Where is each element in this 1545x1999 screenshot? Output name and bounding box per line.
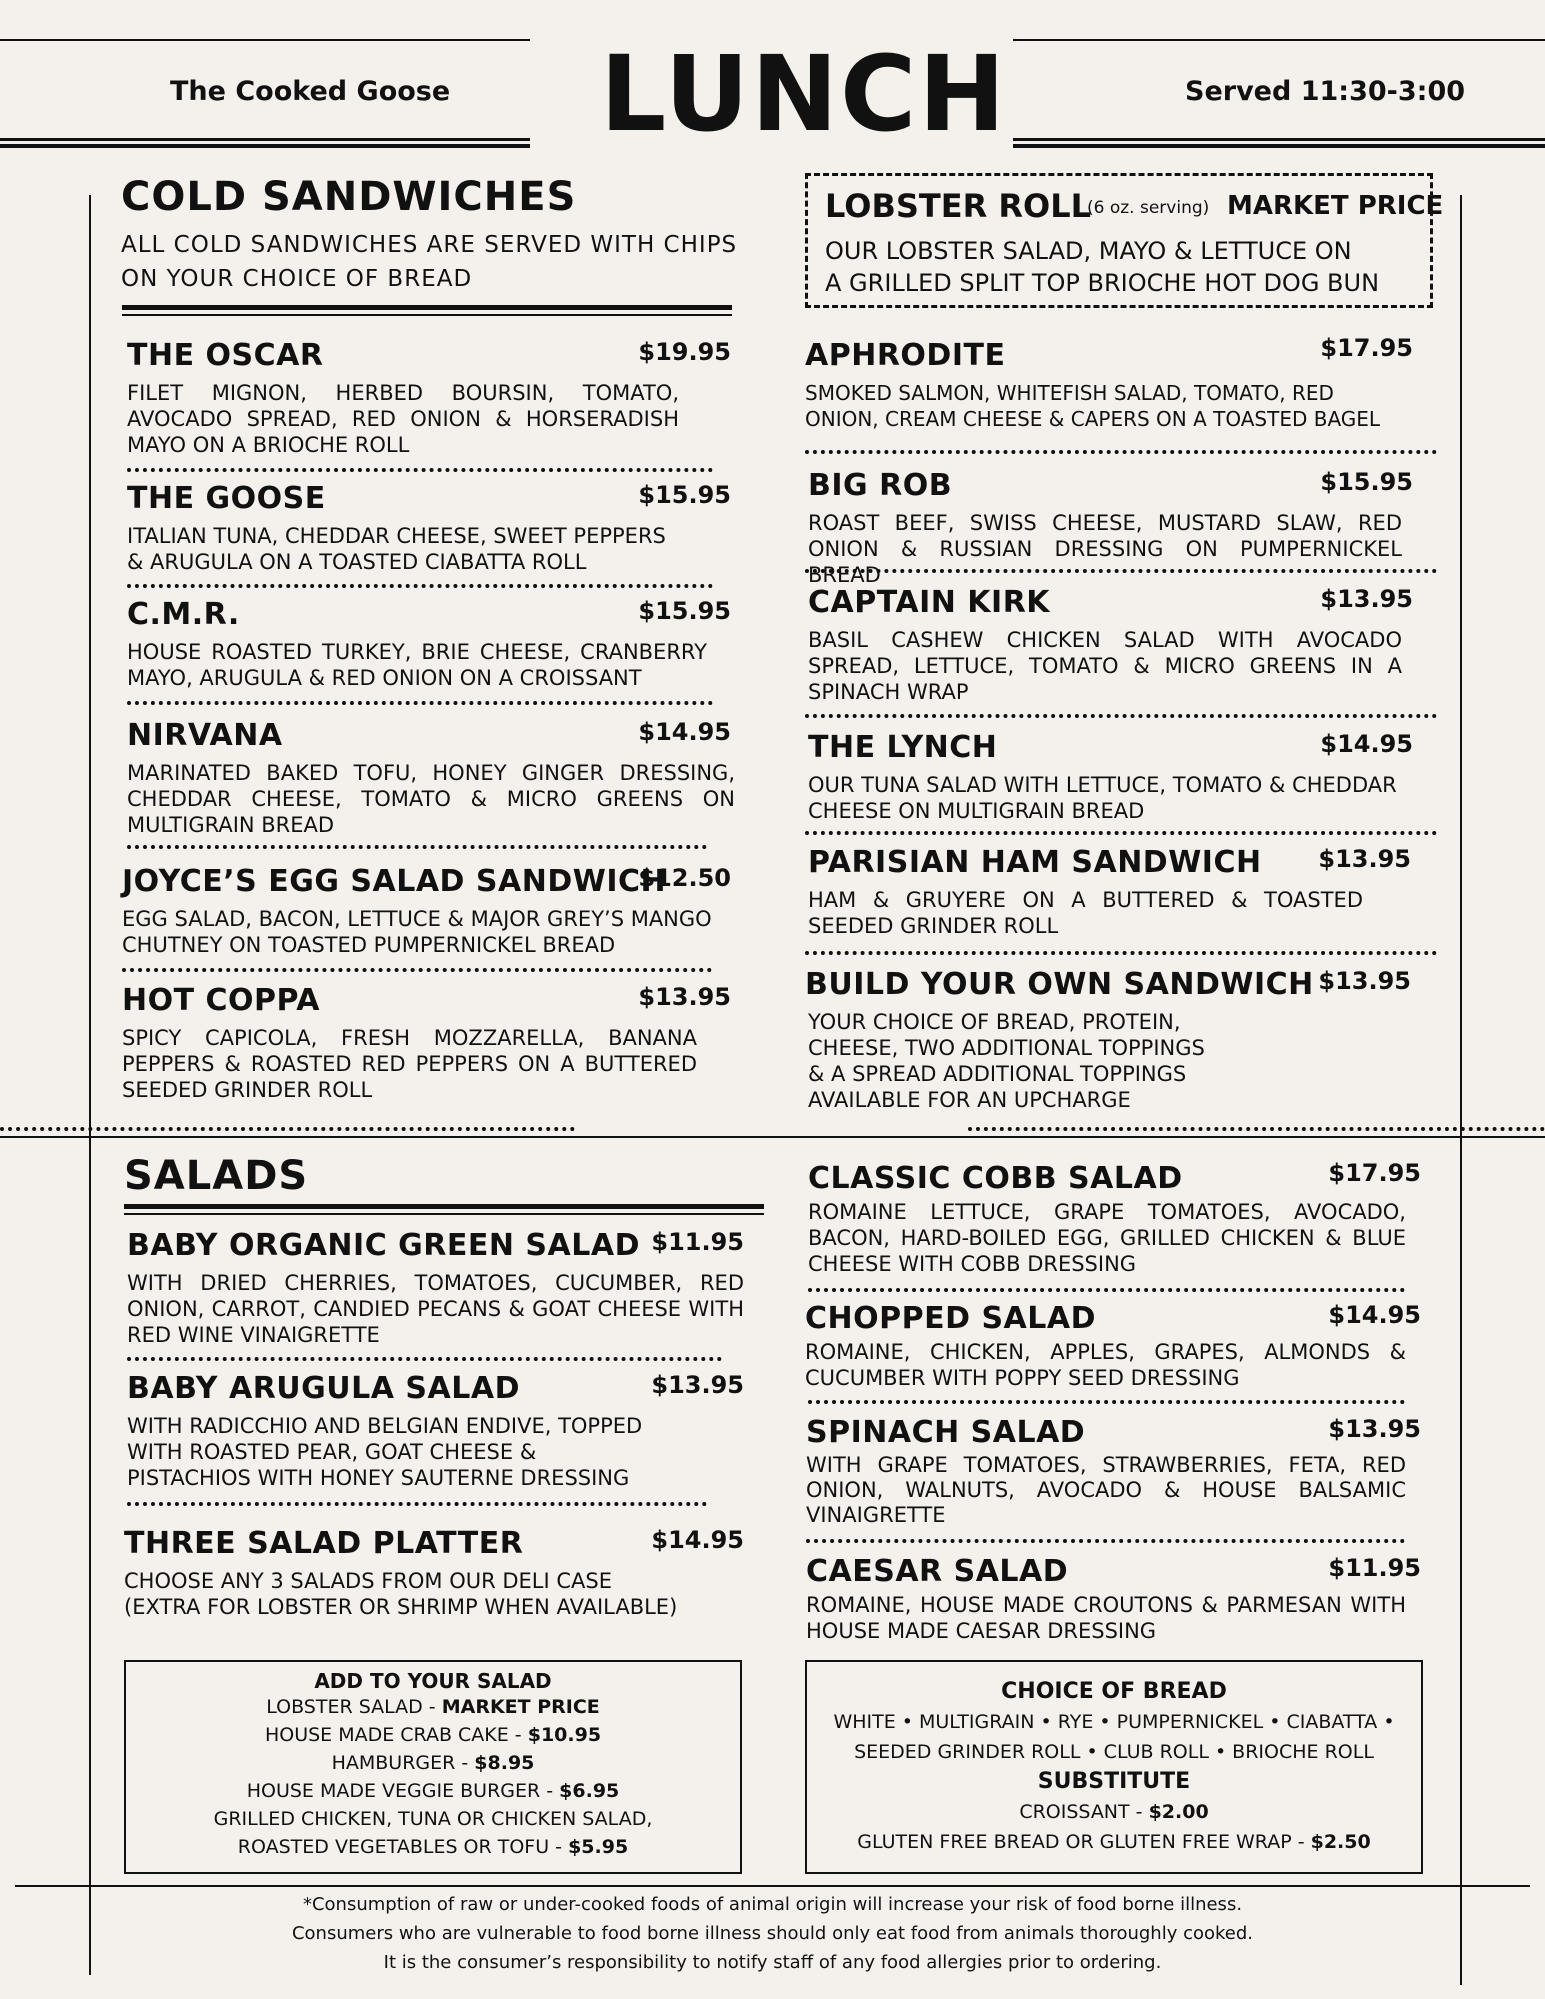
item-price: $13.95 <box>1318 967 1411 995</box>
item-name: THE GOOSE <box>127 481 326 516</box>
item-description: SPICY CAPICOLA, FRESH MOZZARELLA, BANANA PEPPERS & ROASTED RED PEPPERS ON A BUTTERED SEEDED GRINDER ROLL <box>122 1026 697 1102</box>
lobster-roll-price: MARKET PRICE <box>1227 191 1444 221</box>
item-description: HAM & GRUYERE ON A BUTTERED & TOASTED SEEDED GRINDER ROLL <box>808 888 1363 938</box>
item-price: $13.95 <box>1318 845 1411 873</box>
item-description: CHOOSE ANY 3 SALADS FROM OUR DELI CASE (EXTRA FOR LOBSTER OR SHRIMP WHEN AVAILABLE) <box>124 1569 678 1619</box>
disclaimer-line-1: *Consumption of raw or under-cooked foods of animal origin will increase your risk of food borne illness. <box>302 1894 1243 1915</box>
header-rule-right-top <box>1013 39 1545 41</box>
add-on-line: HOUSE MADE VEGGIE BURGER - $6.95 <box>246 1780 620 1802</box>
item-price: $14.95 <box>1320 730 1413 758</box>
serving-hours: Served 11:30-3:00 <box>1185 76 1466 107</box>
food-safety-disclaimer <box>0 1890 1545 1977</box>
item-divider <box>808 1288 1405 1292</box>
item-description: SMOKED SALMON, WHITEFISH SALAD, TOMATO, RED ONION, CREAM CHEESE & CAPERS ON A TOASTED BAGEL <box>805 381 1381 431</box>
header-rule-left-top <box>0 39 530 41</box>
item-name: C.M.R. <box>127 597 240 632</box>
item-name: BABY ARUGULA SALAD <box>127 1371 520 1406</box>
item-price: $17.95 <box>1320 334 1413 362</box>
item-name: BIG ROB <box>808 468 953 503</box>
header-rule-left-bottom <box>0 138 530 141</box>
page-title: LUNCH <box>600 33 1008 155</box>
lobster-roll-serving: (6 oz. serving) <box>1087 198 1210 218</box>
add-on-line: HOUSE MADE CRAB CAKE - $10.95 <box>264 1724 602 1746</box>
item-price: $15.95 <box>638 481 731 509</box>
item-divider <box>805 831 1437 835</box>
bread-title: CHOICE OF BREAD <box>1001 1679 1227 1704</box>
item-description: OUR TUNA SALAD WITH LETTUCE, TOMATO & CHEDDAR CHEESE ON MULTIGRAIN BREAD <box>808 773 1397 823</box>
item-name: CAESAR SALAD <box>806 1554 1069 1589</box>
item-price: $11.95 <box>1328 1554 1421 1582</box>
cold-sandwiches-rule-thin <box>122 314 732 316</box>
item-price: $14.95 <box>638 718 731 746</box>
item-name: NIRVANA <box>127 718 283 753</box>
item-divider <box>127 1502 707 1506</box>
item-price: $19.95 <box>638 338 731 366</box>
item-description: ROMAINE LETTUCE, GRAPE TOMATOES, AVOCADO, BACON, HARD-BOILED EGG, GRILLED CHICKEN & BLUE CHEESE WITH COBB DRESSING <box>808 1200 1406 1276</box>
header-rule-left-bottom-thick <box>0 144 530 148</box>
item-name: THE OSCAR <box>127 338 324 373</box>
item-name: PARISIAN HAM SANDWICH <box>808 845 1262 880</box>
lobster-roll-description <box>825 235 1425 299</box>
add-on-line: HAMBURGER - $8.95 <box>331 1752 535 1774</box>
substitute-title: SUBSTITUTE <box>1037 1769 1191 1794</box>
item-name: CAPTAIN KIRK <box>808 585 1051 620</box>
item-description: EGG SALAD, BACON, LETTUCE & MAJOR GREY’S MANGO CHUTNEY ON TOASTED PUMPERNICKEL BREAD <box>122 907 712 957</box>
item-description: BASIL CASHEW CHICKEN SALAD WITH AVOCADO SPREAD, LETTUCE, TOMATO & MICRO GREENS IN A SPINACH WRAP <box>808 628 1402 704</box>
item-name: APHRODITE <box>805 338 1006 373</box>
cold-sandwiches-title: COLD SANDWICHES <box>121 174 577 220</box>
item-name: THE LYNCH <box>808 730 998 765</box>
item-name: CLASSIC COBB SALAD <box>808 1161 1183 1196</box>
item-description: WITH GRAPE TOMATOES, STRAWBERRIES, FETA, RED ONION, WALNUTS, AVOCADO & HOUSE BALSAMIC VINAIGRETTE <box>806 1453 1406 1527</box>
disclaimer-line-3: It is the consumer’s responsibility to notify staff of any food allergies prior to ordering. <box>383 1952 1162 1973</box>
substitute-line: GLUTEN FREE BREAD OR GLUTEN FREE WRAP - $2.50 <box>857 1831 1371 1853</box>
disclaimer-line-2: Consumers who are vulnerable to food borne illness should only eat food from animals thoroughly cooked. <box>291 1923 1254 1944</box>
header-rule-right-bottom-thick <box>1013 144 1545 148</box>
add-on-line: GRILLED CHICKEN, TUNA OR CHICKEN SALAD, <box>213 1808 653 1830</box>
cold-sandwiches-subtitle <box>121 228 737 296</box>
add-on-line: LOBSTER SALAD - MARKET PRICE <box>266 1696 600 1718</box>
right-frame-line <box>1460 195 1462 1985</box>
cold-sandwiches-rule <box>122 305 732 310</box>
item-description: WITH DRIED CHERRIES, TOMATOES, CUCUMBER, RED ONION, CARROT, CANDIED PECANS & GOAT CHEESE WITH RED WINE VINAIGRETTE <box>127 1271 744 1347</box>
item-description: FILET MIGNON, HERBED BOURSIN, TOMATO, AVOCADO SPREAD, RED ONION & HORSERADISH MAYO ON A BRIOCHE ROLL <box>127 381 679 457</box>
salads-rule <box>124 1204 764 1209</box>
bread-options-line-2: SEEDED GRINDER ROLL • CLUB ROLL • BRIOCHE ROLL <box>854 1741 1374 1763</box>
item-divider <box>806 1539 1405 1543</box>
item-description: ITALIAN TUNA, CHEDDAR CHEESE, SWEET PEPPERS & ARUGULA ON A TOASTED CIABATTA ROLL <box>127 524 666 574</box>
add-on-line: ROASTED VEGETABLES OR TOFU - $5.95 <box>237 1836 629 1858</box>
section-divider-line <box>0 1136 1545 1138</box>
bread-options-line-1: WHITE • MULTIGRAIN • RYE • PUMPERNICKEL • CIABATTA • <box>833 1711 1395 1733</box>
item-name: CHOPPED SALAD <box>805 1301 1097 1336</box>
item-price: $13.95 <box>638 983 731 1011</box>
item-divider <box>127 584 713 588</box>
item-price: $13.95 <box>651 1371 744 1399</box>
item-divider <box>805 951 1437 955</box>
lobster-roll-description-line-2: A GRILLED SPLIT TOP BRIOCHE HOT DOG BUN <box>825 269 1380 297</box>
restaurant-name: The Cooked Goose <box>170 76 451 107</box>
choice-of-bread-box <box>805 1660 1423 1874</box>
item-description: MARINATED BAKED TOFU, HONEY GINGER DRESSING, CHEDDAR CHEESE, TOMATO & MICRO GREENS ON MULTIGRAIN BREAD <box>127 761 735 837</box>
item-description: ROMAINE, HOUSE MADE CROUTONS & PARMESAN WITH HOUSE MADE CAESAR DRESSING <box>806 1593 1406 1643</box>
item-divider <box>805 569 1437 573</box>
item-name: THREE SALAD PLATTER <box>124 1526 524 1561</box>
item-name: SPINACH SALAD <box>806 1415 1086 1450</box>
add-to-salad-box <box>124 1660 742 1874</box>
item-name: BABY ORGANIC GREEN SALAD <box>127 1228 640 1263</box>
item-divider <box>805 450 1437 454</box>
item-divider <box>127 1357 722 1361</box>
item-price: $14.95 <box>651 1526 744 1554</box>
item-description: YOUR CHOICE OF BREAD, PROTEIN, CHEESE, TWO ADDITIONAL TOPPINGS & A SPREAD ADDITIONAL TOPPINGS AVAILABLE FOR AN UPCHARGE <box>808 1010 1205 1112</box>
section-divider-dotted-left <box>0 1127 575 1131</box>
item-price: $15.95 <box>1320 468 1413 496</box>
add-to-salad-title: ADD TO YOUR SALAD <box>314 1669 552 1693</box>
item-name: HOT COPPA <box>122 983 320 1018</box>
item-divider <box>127 701 713 705</box>
item-price: $14.95 <box>1328 1301 1421 1329</box>
item-price: $15.95 <box>638 597 731 625</box>
item-name: BUILD YOUR OWN SANDWICH <box>805 967 1314 1002</box>
left-frame-line <box>89 195 91 1975</box>
item-divider <box>127 468 713 472</box>
footer-divider-line <box>15 1885 1530 1887</box>
header-rule-right-bottom <box>1013 138 1545 141</box>
salads-title: SALADS <box>124 1153 309 1199</box>
item-divider <box>127 845 707 849</box>
item-description: ROMAINE, CHICKEN, APPLES, GRAPES, ALMONDS & CUCUMBER WITH POPPY SEED DRESSING <box>805 1340 1406 1390</box>
item-divider <box>808 1400 1405 1404</box>
item-description: ROAST BEEF, SWISS CHEESE, MUSTARD SLAW, RED ONION & RUSSIAN DRESSING ON PUMPERNICKEL BREAD <box>808 511 1402 587</box>
section-divider-dotted-right <box>968 1127 1545 1131</box>
item-divider <box>805 714 1437 718</box>
item-description: HOUSE ROASTED TURKEY, BRIE CHEESE, CRANBERRY MAYO, ARUGULA & RED ONION ON A CROISSANT <box>127 640 707 690</box>
item-price: $11.95 <box>651 1228 744 1256</box>
substitute-line: CROISSANT - $2.00 <box>1019 1801 1209 1823</box>
item-divider <box>122 968 712 972</box>
item-price: $13.95 <box>1320 585 1413 613</box>
lobster-roll-name: LOBSTER ROLL <box>825 187 1091 225</box>
cold-sandwiches-subtitle-line-2: ON YOUR CHOICE OF BREAD <box>121 266 473 292</box>
salads-rule-thin <box>124 1213 764 1215</box>
item-price: $17.95 <box>1328 1159 1421 1187</box>
item-description: WITH RADICCHIO AND BELGIAN ENDIVE, TOPPED WITH ROASTED PEAR, GOAT CHEESE & PISTACHIOS WITH HONEY SAUTERNE DRESSING <box>127 1414 643 1490</box>
item-price: $12.50 <box>638 864 731 892</box>
lobster-roll-description-line-1: OUR LOBSTER SALAD, MAYO & LETTUCE ON <box>825 237 1352 265</box>
item-name: JOYCE’S EGG SALAD SANDWICH <box>122 864 667 899</box>
item-price: $13.95 <box>1328 1415 1421 1443</box>
cold-sandwiches-subtitle-line-1: ALL COLD SANDWICHES ARE SERVED WITH CHIPS <box>121 232 738 258</box>
